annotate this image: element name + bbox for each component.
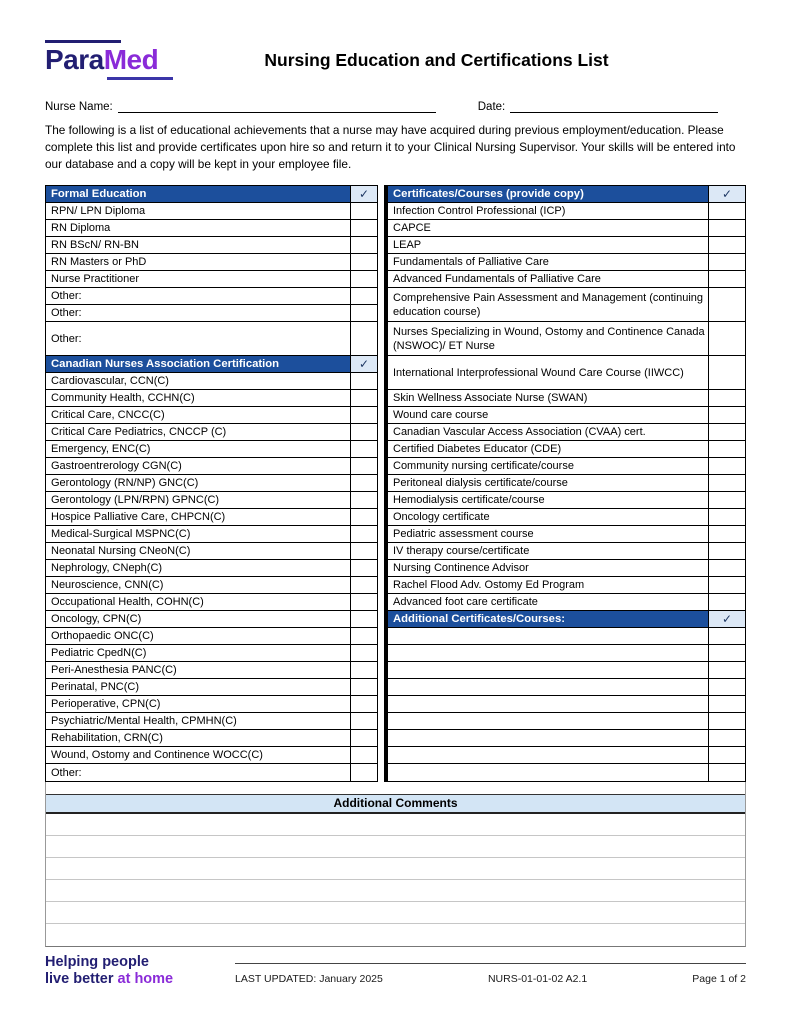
- row-check-cell[interactable]: [350, 220, 377, 236]
- row-check-cell[interactable]: [708, 203, 745, 219]
- additional-comments-header: Additional Comments: [46, 795, 745, 814]
- table-row: [46, 254, 377, 271]
- table-row: [46, 441, 377, 458]
- row-check-cell[interactable]: [708, 543, 745, 559]
- row-label: Psychiatric/Mental Health, CPMHN(C): [51, 715, 237, 728]
- row-check-cell[interactable]: [708, 424, 745, 440]
- table-row: [388, 645, 745, 662]
- row-label: RN Masters or PhD: [51, 256, 147, 269]
- comment-line[interactable]: [46, 836, 745, 858]
- row-check-cell[interactable]: [708, 577, 745, 593]
- section-header-label: Formal Education: [51, 188, 147, 201]
- table-row: [46, 662, 377, 679]
- row-check-cell[interactable]: [350, 594, 377, 610]
- row-check-cell[interactable]: [350, 662, 377, 678]
- row-label: RPN/ LPN Diploma: [51, 205, 146, 218]
- row-check-cell[interactable]: [708, 220, 745, 236]
- checkmark-icon: ✓: [721, 187, 733, 202]
- row-label[interactable]: [388, 679, 708, 695]
- table-row: [46, 594, 377, 611]
- row-check-cell[interactable]: [350, 611, 377, 627]
- row-label: Community nursing certificate/course: [393, 460, 574, 473]
- row-check-cell[interactable]: [708, 441, 745, 457]
- row-label: Canadian Vascular Access Association (CVAA) cert.: [393, 426, 646, 439]
- row-label: Occupational Health, COHN(C): [51, 596, 204, 609]
- footer-info-bar: [235, 963, 746, 988]
- row-check-cell[interactable]: [708, 356, 745, 389]
- section-header-row: [388, 186, 745, 203]
- row-label[interactable]: [388, 713, 708, 729]
- row-check-cell[interactable]: [350, 645, 377, 661]
- row-check-cell[interactable]: [708, 662, 745, 678]
- row-label: Other:: [51, 290, 82, 303]
- section-header-row: [46, 186, 377, 203]
- row-label: Other:: [51, 307, 82, 320]
- row-check-cell[interactable]: [708, 407, 745, 423]
- row-check-cell[interactable]: [350, 288, 377, 304]
- nurse-name-field[interactable]: [118, 100, 436, 113]
- table-row: [388, 220, 745, 237]
- table-row: [46, 747, 377, 764]
- table-row: [388, 628, 745, 645]
- comment-line[interactable]: [46, 880, 745, 902]
- check-column-header: [708, 611, 745, 627]
- comment-line[interactable]: [46, 814, 745, 836]
- table-row: [46, 679, 377, 696]
- row-check-cell[interactable]: [708, 526, 745, 542]
- row-label: Perioperative, CPN(C): [51, 698, 161, 711]
- row-check-cell[interactable]: [350, 441, 377, 457]
- formal-education-table: [45, 185, 378, 782]
- row-check-cell[interactable]: [350, 305, 377, 321]
- row-check-cell[interactable]: [350, 271, 377, 287]
- row-label: Advanced Fundamentals of Palliative Care: [393, 273, 601, 286]
- row-check-cell[interactable]: [708, 458, 745, 474]
- tagline-line1: Helping people: [45, 954, 149, 971]
- table-row: [388, 322, 745, 356]
- row-label: Peritoneal dialysis certificate/course: [393, 477, 568, 490]
- row-label: Rachel Flood Adv. Ostomy Ed Program: [393, 579, 585, 592]
- row-label: RN Diploma: [51, 222, 111, 235]
- logo-wordmark: [45, 46, 175, 74]
- logo-bottom-rule: [107, 77, 173, 80]
- page-number: Page 1 of 2: [692, 973, 746, 986]
- row-label: LEAP: [393, 239, 422, 252]
- row-label: Gerontology (LPN/RPN) GPNC(C): [51, 494, 220, 507]
- table-row: [388, 730, 745, 747]
- row-label: Other:: [51, 766, 82, 779]
- row-label: Rehabilitation, CRN(C): [51, 732, 163, 745]
- row-label[interactable]: [388, 628, 708, 644]
- row-label: Emergency, ENC(C): [51, 443, 151, 456]
- row-label: Neonatal Nursing CNeoN(C): [51, 545, 191, 558]
- row-check-cell[interactable]: [350, 373, 377, 389]
- row-label: Hemodialysis certificate/course: [393, 494, 545, 507]
- row-label: Neuroscience, CNN(C): [51, 579, 164, 592]
- comments-spacer-row: [46, 782, 745, 795]
- table-row: [46, 645, 377, 662]
- table-row: [388, 237, 745, 254]
- section-header-label: Canadian Nurses Association Certification: [51, 358, 280, 371]
- table-row: [46, 237, 377, 254]
- logo-part-para: Para: [45, 44, 104, 75]
- section-header-row: [388, 611, 745, 628]
- row-check-cell[interactable]: [350, 203, 377, 219]
- row-label[interactable]: [388, 696, 708, 712]
- row-check-cell[interactable]: [350, 543, 377, 559]
- row-check-cell[interactable]: [350, 475, 377, 491]
- table-row: [388, 577, 745, 594]
- comment-lines: [46, 814, 745, 946]
- tagline-at-home: at home: [117, 971, 174, 988]
- table-row: [46, 322, 377, 356]
- row-check-cell[interactable]: [708, 390, 745, 406]
- page-title: Nursing Education and Certifications List: [264, 49, 609, 70]
- row-check-cell[interactable]: [708, 679, 745, 695]
- row-label[interactable]: [388, 662, 708, 678]
- logo-top-rule: [45, 40, 121, 43]
- tagline-line2: live better at home: [45, 971, 174, 988]
- comment-line[interactable]: [46, 858, 745, 880]
- date-field[interactable]: [510, 100, 718, 113]
- row-check-cell[interactable]: [350, 254, 377, 270]
- row-check-cell[interactable]: [708, 322, 745, 355]
- row-label: Peri-Anesthesia PANC(C): [51, 664, 177, 677]
- row-label: Advanced foot care certificate: [393, 596, 538, 609]
- row-label: Pediatric CpedN(C): [51, 647, 147, 660]
- row-check-cell[interactable]: [708, 560, 745, 576]
- row-label: Gerontology (RN/NP) GNC(C): [51, 477, 199, 490]
- comment-line[interactable]: [46, 902, 745, 924]
- row-check-cell[interactable]: [350, 577, 377, 593]
- table-row: [388, 543, 745, 560]
- row-check-cell[interactable]: [350, 424, 377, 440]
- row-check-cell[interactable]: [708, 509, 745, 525]
- row-check-cell[interactable]: [708, 730, 745, 746]
- row-label: Community Health, CCHN(C): [51, 392, 195, 405]
- last-updated-text: LAST UPDATED: January 2025: [235, 973, 383, 986]
- row-label: CAPCE: [393, 222, 431, 235]
- row-label: Wound, Ostomy and Continence WOCC(C): [51, 749, 263, 762]
- table-row: [388, 594, 745, 611]
- table-row: [46, 305, 377, 322]
- row-check-cell[interactable]: [350, 492, 377, 508]
- row-check-cell[interactable]: [350, 560, 377, 576]
- row-check-cell[interactable]: [708, 288, 745, 321]
- row-label: Critical Care Pediatrics, CNCCP (C): [51, 426, 227, 439]
- row-label: IV therapy course/certificate: [393, 545, 530, 558]
- row-label: Skin Wellness Associate Nurse (SWAN): [393, 392, 588, 405]
- row-label: Pediatric assessment course: [393, 528, 534, 541]
- name-date-row: [45, 100, 746, 113]
- row-label: Comprehensive Pain Assessment and Management (continuing education course): [393, 291, 704, 318]
- table-row: [46, 509, 377, 526]
- row-label[interactable]: [388, 645, 708, 661]
- table-row: [46, 628, 377, 645]
- row-label[interactable]: [388, 730, 708, 746]
- row-check-cell[interactable]: [350, 730, 377, 746]
- table-row: [46, 713, 377, 730]
- checklist-tables: [45, 185, 746, 782]
- row-check-cell[interactable]: [350, 322, 377, 355]
- row-label: International Interprofessional Wound Care Course (IIWCC): [393, 366, 684, 379]
- row-check-cell[interactable]: [350, 237, 377, 253]
- row-check-cell[interactable]: [708, 713, 745, 729]
- certificates-courses-table: [384, 185, 746, 782]
- checkmark-icon: ✓: [358, 357, 370, 372]
- row-check-cell[interactable]: [708, 594, 745, 610]
- row-check-cell[interactable]: [708, 628, 745, 644]
- row-check-cell[interactable]: [350, 526, 377, 542]
- table-row: [46, 560, 377, 577]
- paramed-logo: [45, 40, 175, 80]
- row-label: Infection Control Professional (ICP): [393, 205, 566, 218]
- check-column-header: [350, 186, 377, 202]
- row-check-cell[interactable]: [708, 475, 745, 491]
- table-row: [46, 220, 377, 237]
- row-label: Nephrology, CNeph(C): [51, 562, 163, 575]
- row-check-cell[interactable]: [708, 696, 745, 712]
- row-label: Fundamentals of Palliative Care: [393, 256, 549, 269]
- row-label: Orthopaedic ONC(C): [51, 630, 154, 643]
- section-header-label: Additional Certificates/Courses:: [393, 613, 565, 626]
- section-header-label: Certificates/Courses (provide copy): [393, 188, 584, 201]
- additional-comments-section: [45, 782, 746, 947]
- table-row: [46, 203, 377, 220]
- row-check-cell[interactable]: [708, 254, 745, 270]
- table-row: [388, 390, 745, 407]
- table-row: [46, 611, 377, 628]
- table-row: [46, 288, 377, 305]
- row-label: Other:: [51, 332, 82, 345]
- row-check-cell[interactable]: [350, 407, 377, 423]
- row-check-cell[interactable]: [350, 390, 377, 406]
- row-label: Nurses Specializing in Wound, Ostomy and Continence Canada (NSWOC)/ ET Nurse: [393, 325, 705, 352]
- table-row: [46, 577, 377, 594]
- row-label: Critical Care, CNCC(C): [51, 409, 165, 422]
- table-row: [388, 288, 745, 322]
- document-code: NURS-01-01-02 A2.1: [487, 973, 588, 986]
- footer-tagline: [45, 954, 223, 988]
- document-footer: [45, 954, 746, 988]
- section-header-row: [46, 356, 377, 373]
- row-label: Medical-Surgical MSPNC(C): [51, 528, 191, 541]
- row-label: Nursing Continence Advisor: [393, 562, 529, 575]
- row-label[interactable]: [388, 747, 708, 763]
- row-check-cell[interactable]: [350, 713, 377, 729]
- table-row: [388, 424, 745, 441]
- logo-part-med: Med: [103, 44, 159, 75]
- row-label: Gastroentrerology CGN(C): [51, 460, 182, 473]
- table-row: [46, 407, 377, 424]
- table-row: [46, 271, 377, 288]
- table-row: [388, 662, 745, 679]
- table-row: [388, 407, 745, 424]
- checkmark-icon: ✓: [721, 612, 733, 627]
- row-check-cell[interactable]: [708, 747, 745, 763]
- date-label: Date:: [477, 101, 506, 113]
- table-row: [46, 373, 377, 390]
- row-label: RN BScN/ RN-BN: [51, 239, 140, 252]
- table-row: [388, 271, 745, 288]
- table-row: [46, 424, 377, 441]
- row-check-cell[interactable]: [350, 679, 377, 695]
- table-row: [46, 526, 377, 543]
- checkmark-icon: ✓: [358, 187, 370, 202]
- row-label[interactable]: [388, 764, 708, 781]
- row-check-cell[interactable]: [350, 628, 377, 644]
- table-row: [46, 696, 377, 713]
- table-row: [388, 509, 745, 526]
- document-header: [45, 40, 746, 80]
- row-check-cell[interactable]: [350, 764, 377, 781]
- check-column-header: [708, 186, 745, 202]
- table-row: [388, 526, 745, 543]
- row-check-cell[interactable]: [350, 509, 377, 525]
- table-row: [46, 475, 377, 492]
- row-check-cell[interactable]: [350, 696, 377, 712]
- table-row: [46, 492, 377, 509]
- table-row: [388, 560, 745, 577]
- row-label: Oncology certificate: [393, 511, 490, 524]
- row-label: Perinatal, PNC(C): [51, 681, 140, 694]
- table-row: [388, 696, 745, 713]
- table-row: [388, 441, 745, 458]
- table-row: [388, 679, 745, 696]
- row-label: Oncology, CPN(C): [51, 613, 142, 626]
- table-row: [388, 492, 745, 509]
- row-label: Cardiovascular, CCN(C): [51, 375, 169, 388]
- table-row: [46, 543, 377, 560]
- table-row: [388, 747, 745, 764]
- table-row: [388, 764, 745, 781]
- row-check-cell[interactable]: [350, 458, 377, 474]
- table-row: [388, 458, 745, 475]
- intro-paragraph: The following is a list of educational achievements that a nurse may have acquired during previous employment/education. Please complete this list and provide certificates upon hire so and return it to your Clinical Nursing Supervisor. Your skills will be entered into our database and a copy will be kept in your employee file.: [45, 123, 736, 171]
- table-row: [46, 730, 377, 747]
- check-column-header: [350, 356, 377, 372]
- row-check-cell[interactable]: [708, 492, 745, 508]
- row-label: Wound care course: [393, 409, 489, 422]
- table-row: [388, 713, 745, 730]
- row-label: Certified Diabetes Educator (CDE): [393, 443, 562, 456]
- table-row: [46, 458, 377, 475]
- row-check-cell[interactable]: [708, 764, 745, 781]
- table-row: [46, 390, 377, 407]
- table-row: [46, 764, 377, 781]
- comment-line[interactable]: [46, 924, 745, 946]
- row-check-cell[interactable]: [708, 645, 745, 661]
- table-row: [388, 356, 745, 390]
- table-row: [388, 475, 745, 492]
- nurse-name-label: Nurse Name:: [45, 101, 113, 113]
- table-row: [388, 203, 745, 220]
- row-label: Hospice Palliative Care, CHPCN(C): [51, 511, 226, 524]
- row-check-cell[interactable]: [708, 237, 745, 253]
- table-row: [388, 254, 745, 271]
- row-check-cell[interactable]: [350, 747, 377, 763]
- row-label: Nurse Practitioner: [51, 273, 140, 286]
- row-check-cell[interactable]: [708, 271, 745, 287]
